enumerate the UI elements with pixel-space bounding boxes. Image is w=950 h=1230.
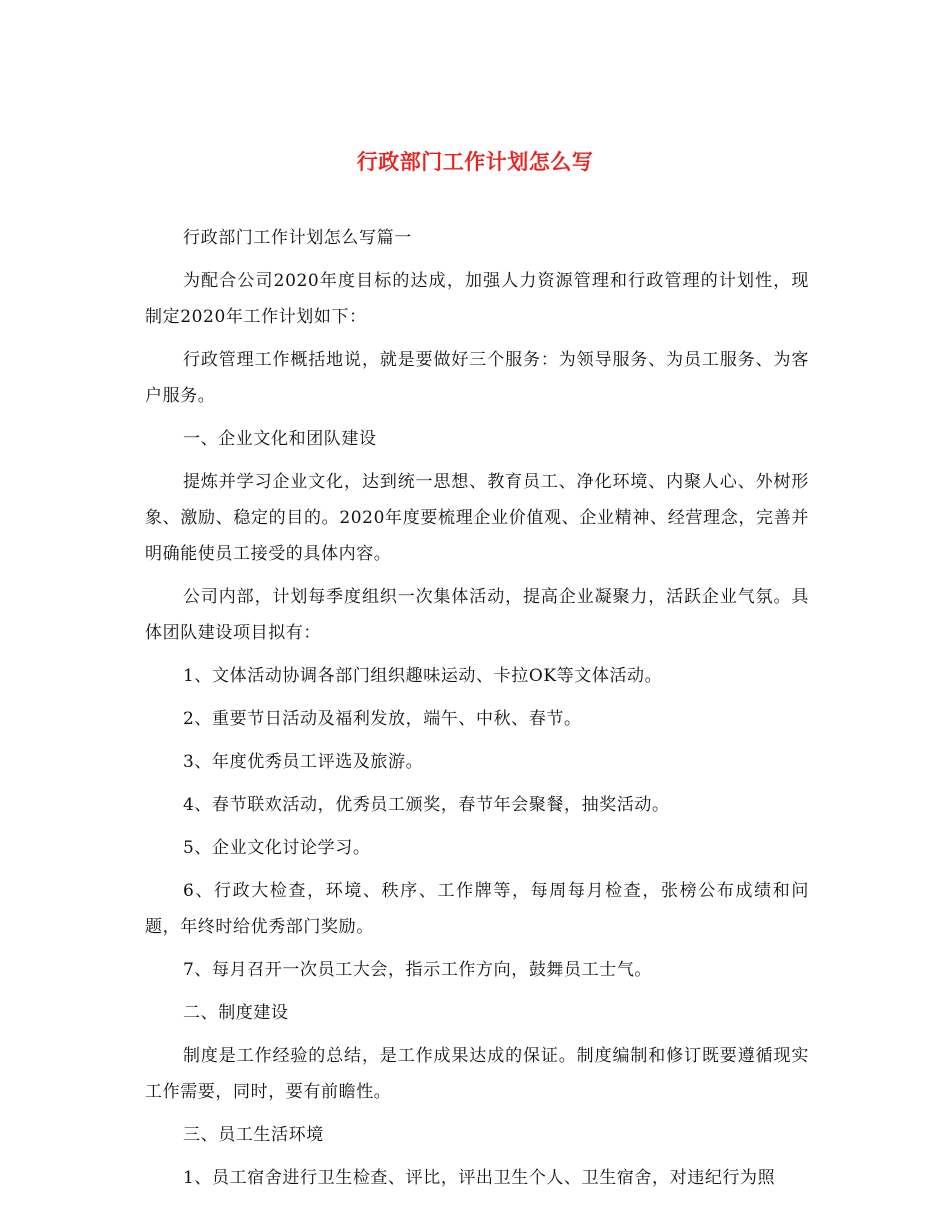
- list-item: 1、文体活动协调各部门组织趣味运动、卡拉OK等文体活动。: [183, 666, 663, 686]
- list-item: 1、员工宿舍进行卫生检查、评比，评出卫生个人、卫生宿舍，对违纪行为照: [183, 1168, 776, 1188]
- paragraph-activities: 公司内部，计划每季度组织一次集体活动，提高企业凝聚力，活跃企业气氛。具体团队建设项目拟有：: [145, 587, 809, 643]
- document-body: [145, 220, 809, 1203]
- paragraph-summary: 行政管理工作概括地说，就是要做好三个服务：为领导服务、为员工服务、为客户服务。: [145, 350, 809, 406]
- section-heading-rules: 二、制度建设: [183, 1003, 289, 1023]
- list-item: 4、春节联欢活动，优秀员工颁奖，春节年会聚餐，抽奖活动。: [183, 795, 670, 815]
- paragraph-rules: 制度是工作经验的总结，是工作成果达成的保证。制度编制和修订既要遵循现实工作需要，同时，要有前瞻性。: [145, 1046, 809, 1102]
- list-item: 6、行政大检查，环境、秩序、工作牌等，每周每月检查，张榜公布成绩和问题，年终时给优秀部门奖励。: [145, 881, 809, 937]
- section-heading-culture: 一、企业文化和团队建设: [183, 429, 377, 449]
- paragraph-culture: 提炼并学习企业文化，达到统一思想、教育员工、净化环境、内聚人心、外树形象、激励、稳定的目的。2020年度要梳理企业价值观、企业精神、经营理念，完善并明确能使员工接受的具体内容。: [145, 472, 809, 564]
- list-item: 2、重要节日活动及福利发放，端午、中秋、春节。: [183, 709, 582, 729]
- section-heading-environment: 三、员工生活环境: [183, 1125, 324, 1145]
- list-item: 7、每月召开一次员工大会，指示工作方向，鼓舞员工士气。: [183, 960, 653, 980]
- list-item: 3、年度优秀员工评选及旅游。: [183, 752, 424, 772]
- list-item: 5、企业文化讨论学习。: [183, 838, 371, 858]
- document-title: 行政部门工作计划怎么写: [356, 149, 594, 175]
- paragraph-subtitle: 行政部门工作计划怎么写篇一: [183, 228, 412, 248]
- paragraph-intro: 为配合公司2020年度目标的达成，加强人力资源管理和行政管理的计划性，现制定2020年工作计划如下：: [145, 271, 809, 327]
